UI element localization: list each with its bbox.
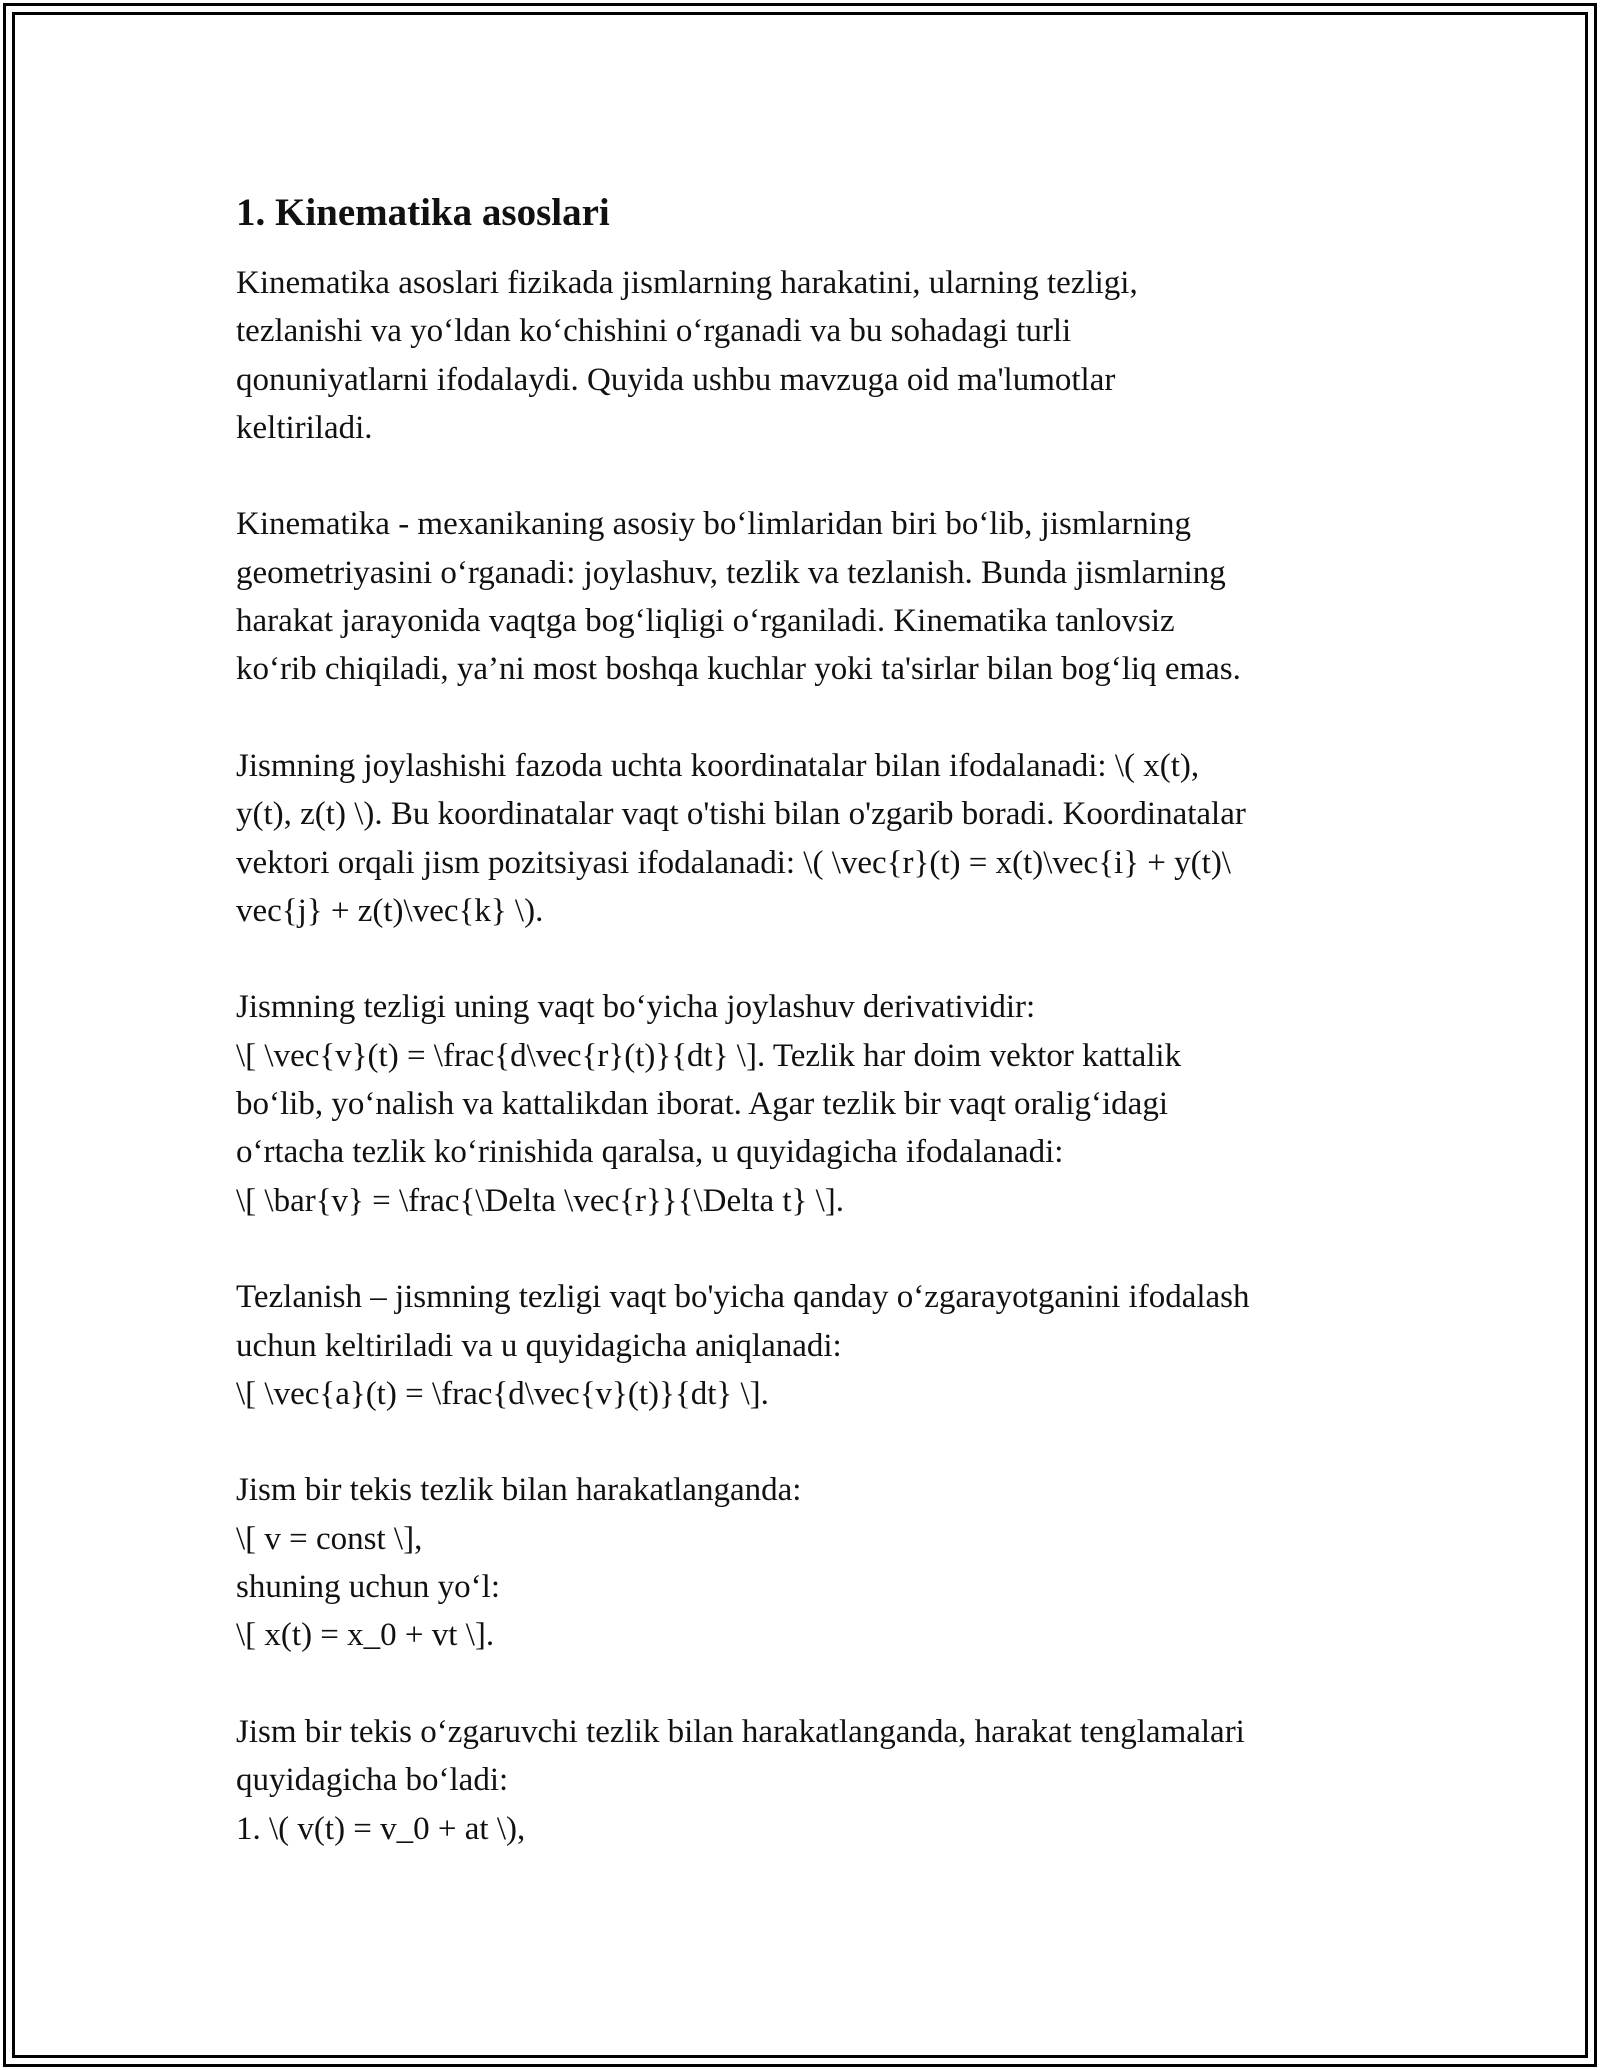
text-line: geometriyasini o‘rganadi: joylashuv, tezlik va tezlanish. Bunda jismlarning (236, 554, 1226, 591)
document-body (236, 187, 1376, 1901)
text-line: Jism bir tekis o‘zgaruvchi tezlik bilan harakatlanganda, harakat tenglamalari (236, 1713, 1245, 1750)
text-line: harakat jarayonida vaqtga bog‘liqligi o‘rganiladi. Kinematika tanlovsiz (236, 603, 1175, 640)
text-line: vektori orqali jism pozitsiyasi ifodalanadi: \( \vec{r}(t) = x(t)\vec{i} + y(t)\ (236, 844, 1231, 881)
text-line: 1. \( v(t) = v_0 + at \), (236, 1810, 526, 1847)
paragraph-position (236, 742, 1376, 935)
text-line: qonuniyatlarni ifodalaydi. Quyida ushbu mavzuga oid ma'lumotlar (236, 361, 1116, 398)
text-line: Tezlanish – jismning tezligi vaqt bo'yicha qanday o‘zgarayotganini ifodalash (236, 1279, 1250, 1316)
section-heading: 1. Kinematika asoslari (236, 191, 610, 234)
text-line: quyidagicha bo‘ladi: (236, 1762, 509, 1799)
text-line: \[ \bar{v} = \frac{\Delta \vec{r}}{\Delta t} \]. (236, 1182, 845, 1219)
paragraph-intro (236, 259, 1376, 452)
text-line: vec{j} + z(t)\vec{k} \). (236, 892, 544, 929)
paragraph-uniform-motion (236, 1466, 1376, 1659)
text-line: \[ x(t) = x_0 + vt \]. (236, 1617, 495, 1654)
text-line: \[ \vec{a}(t) = \frac{d\vec{v}(t)}{dt} \]. (236, 1375, 769, 1412)
paragraph-accelerated-motion (236, 1708, 1376, 1853)
text-line: bo‘lib, yo‘nalish va kattalikdan iborat. Agar tezlik bir vaqt oralig‘idagi (236, 1086, 1168, 1123)
text-line: Jismning tezligi uning vaqt bo‘yicha joylashuv derivatividir: (236, 989, 1036, 1026)
paragraph-velocity (236, 983, 1376, 1224)
text-line: y(t), z(t) \). Bu koordinatalar vaqt o'tishi bilan o'zgarib boradi. Koordinatalar (236, 796, 1246, 833)
text-line: keltiriladi. (236, 409, 373, 446)
text-line: uchun keltiriladi va u quyidagicha aniqlanadi: (236, 1327, 842, 1364)
text-line: o‘rtacha tezlik ko‘rinishida qaralsa, u quyidagicha ifodalanadi: (236, 1134, 1064, 1171)
text-line: Jism bir tekis tezlik bilan harakatlanganda: (236, 1472, 802, 1509)
paragraph-acceleration (236, 1273, 1376, 1418)
text-line: ko‘rib chiqiladi, ya’ni most boshqa kuchlar yoki ta'sirlar bilan bog‘liq emas. (236, 651, 1241, 688)
text-line: Kinematika - mexanikaning asosiy bo‘limlaridan biri bo‘lib, jismlarning (236, 506, 1191, 543)
text-line: \[ \vec{v}(t) = \frac{d\vec{r}(t)}{dt} \]. Tezlik har doim vektor kattalik (236, 1037, 1182, 1074)
text-line: shuning uchun yo‘l: (236, 1569, 500, 1606)
text-line: Jismning joylashishi fazoda uchta koordinatalar bilan ifodalanadi: \( x(t), (236, 747, 1200, 784)
text-line: \[ v = const \], (236, 1520, 423, 1557)
text-line: Kinematika asoslari fizikada jismlarning harakatini, ularning tezligi, (236, 265, 1138, 301)
paragraph-definition (236, 500, 1376, 693)
text-line: tezlanishi va yo‘ldan ko‘chishini o‘rganadi va bu sohadagi turli (236, 313, 1072, 350)
